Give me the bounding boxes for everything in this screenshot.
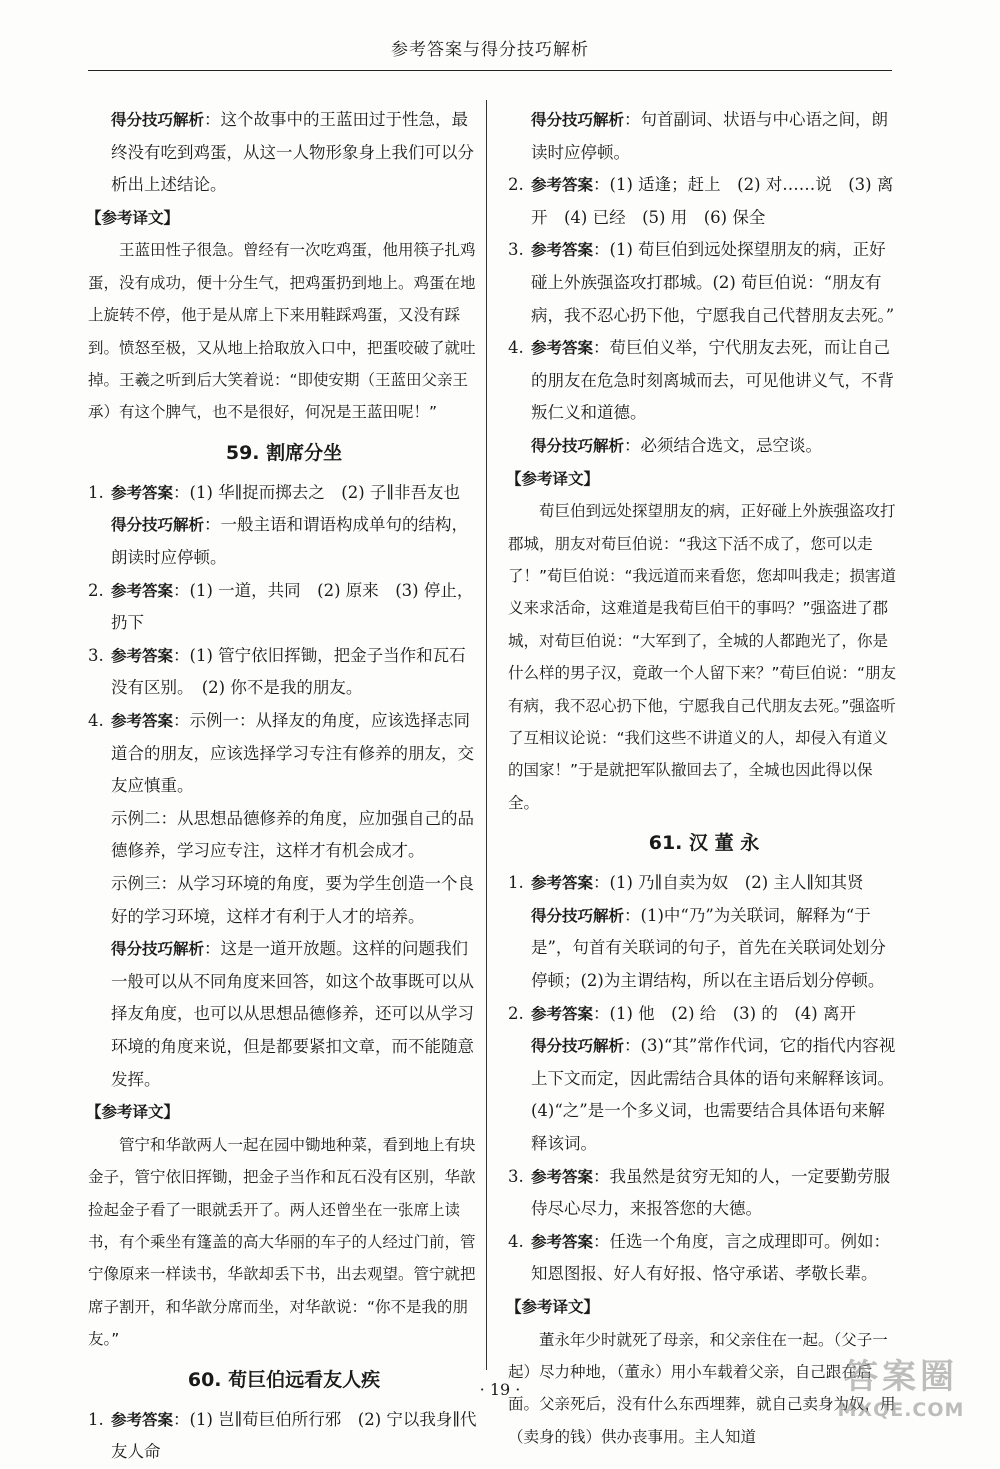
item-number: 1. [508,873,524,893]
answer-label: 参考答案 [531,1167,594,1186]
tip-label: 得分技巧解析 [111,516,205,535]
item-number: 3. [88,645,104,665]
item-number: 2. [508,1003,524,1023]
tip-paragraph [508,104,900,169]
translation-heading: 【参考译文】 [86,208,180,227]
answer-item [508,1226,900,1291]
answer-item [88,477,480,575]
answer-text: ：(1) 管宁依旧挥锄，把金子当作和瓦石没有区别。 (2) 你不是我的朋友。 [111,645,466,698]
translation-heading: 【参考译文】 [506,469,600,488]
answer-item [88,705,480,1096]
answer-label: 参考答案 [531,874,594,893]
answer-text: ：(1) 荀巨伯到远处探望朋友的病，正好碰上外族强盗攻打郡城。(2) 荀巨伯说：“朋友有病，我不忍心扔下他，宁愿我自己代替朋友去死。” [531,240,895,325]
watermark-logo [816,1356,986,1430]
header-title: 参考答案与得分技巧解析 [391,40,589,60]
item-number: 4. [88,710,104,730]
answer-text: ：荀巨伯义举，宁代朋友去死，而让自己的朋友在危急时刻离城而去，可见他讲义气，不背叛仁义和道德。 [531,338,894,423]
answer-label: 参考答案 [111,581,174,600]
tip-text: ：这是一道开放题。这样的问题我们一般可以从不同角度来回答，如这个故事既可以从择友角度，也可以从思想品德修养，还可以从学习环境的角度来说，但是都要紧扣文章，而不能随意发挥。 [111,939,474,1089]
tip-label: 得分技巧解析 [531,1037,625,1056]
item-number: 1. [88,482,104,502]
translation-text: 董永年少时就死了母亲，和父亲住在一起。（父子一起）尽力种地，（董永）用小车载着父亲，自己跟在后面。父亲死后，没有什么东西埋葬，就自己卖身为奴，用（卖身的钱）供办丧事用。主人知道 [508,1330,896,1446]
item-number: 2. [508,175,524,195]
tip-label: 得分技巧解析 [531,906,625,925]
column-divider [486,100,487,1370]
tip-text: ：必须结合选文，忌空谈。 [624,435,823,455]
tip-label: 得分技巧解析 [111,940,205,959]
example-text: 示例二：从思想品德修养的角度，应加强自己的品德修养，学习应专注，这样才有机会成才。 [111,808,474,861]
answer-text: ：(1) 岂∥荀巨伯所行邪 (2) 宁以我身∥代友人命 [111,1409,477,1462]
watermark-url: MXQE.COM [837,1399,965,1421]
tip-label: 得分技巧解析 [531,436,625,455]
answer-text: ：(1) 他 (2) 给 (3) 的 (4) 离开 [593,1003,856,1023]
translation-heading: 【参考译文】 [506,1297,600,1316]
answer-text: ：(1) 适逢；赶上 (2) 对……说 (3) 离开 (4) 已经 (5) 用 (6) 保全 [531,175,894,227]
answer-item [508,867,900,997]
tip-text: ：一般主语和谓语构成单句的结构，朗读时应停顿。 [111,515,469,567]
item-number: 4. [508,1231,524,1251]
tip-text: ：(3)“其”常作代词，它的指代内容视上下文而定，因此需结合具体的语句来解释该词。(4)“之”是一个多义词，也需要结合具体语句来解释该词。 [531,1036,896,1153]
tip-label: 得分技巧解析 [111,111,205,129]
answer-label: 参考答案 [531,339,594,358]
translation-text: 管宁和华歆两人一起在园中锄地种菜，看到地上有块金子，管宁依旧挥锄，把金子当作和瓦石没有区别，华歆捡起金子看了一眼就丢开了。两人还曾坐在一张席上读书，有个乘坐有篷盖的高大华丽的车子的人经过门前，管宁像原来一样读书，华歆却丢下书，出去观望。管宁就把席子割开，和华歆分席而坐，对华歆说：“你不是我的朋友。” [88,1135,476,1349]
answer-item [508,234,900,332]
item-number: 2. [88,580,104,600]
right-column [508,104,900,1453]
section-title-59: 59. 割席分坐 [225,441,343,464]
answer-text: ：(1) 一道，共同 (2) 原来 (3) 停止，扔下 [111,580,474,633]
tip-label: 得分技巧解析 [531,111,625,129]
answer-label: 参考答案 [531,241,594,260]
answer-text: ：(1) 华∥捉而掷去之 (2) 子∥非吾友也 [173,482,460,502]
answer-label: 参考答案 [531,1232,594,1251]
answer-item [508,1161,900,1226]
answer-item [508,998,900,1161]
answer-label: 参考答案 [111,646,174,665]
answer-text: ：示例一：从择友的角度，应该选择志同道合的朋友，应该选择学习专注有修养的朋友，交友应慎重。 [111,710,474,796]
watermark-text: 答案圈 [844,1357,958,1397]
answer-item [88,640,480,705]
answer-text: ：任选一个角度，言之成理即可。例如：知恩图报、好人有好报、恪守承诺、孝敬长辈。 [531,1231,891,1284]
translation-heading: 【参考译文】 [86,1103,180,1122]
page-number: · 19 · [479,1380,521,1399]
tip-paragraph [88,104,480,202]
page-header [88,30,892,71]
item-number: 3. [508,1166,524,1186]
answer-label: 参考答案 [531,1004,594,1023]
left-column [88,104,480,1469]
answer-item [508,332,900,462]
tip-text: ：句首副词、状语与中心语之间，朗读时应停顿。 [531,110,889,162]
answer-label: 参考答案 [111,711,174,730]
answer-label: 参考答案 [531,176,594,195]
answer-item [88,1404,480,1469]
answer-text: ：我虽然是贫穷无知的人，一定要勤劳服侍尽心尽力，来报答您的大德。 [531,1166,891,1219]
answer-text: ：(1) 乃∥自卖为奴 (2) 主人∥知其贤 [593,873,864,893]
answer-label: 参考答案 [111,1410,174,1429]
item-number: 3. [508,240,524,260]
section-title-60: 60. 荀巨伯远看友人疾 [187,1368,381,1391]
item-number: 1. [88,1409,104,1429]
answer-label: 参考答案 [111,483,174,502]
example-text: 示例三：从学习环境的角度，要为学生创造一个良好的学习环境，这样才有利于人才的培养。 [111,873,474,926]
answer-item [88,575,480,640]
translation-text: 王蓝田性子很急。曾经有一次吃鸡蛋，他用筷子扎鸡蛋，没有成功，便十分生气，把鸡蛋扔到地上。鸡蛋在地上旋转不停，他于是从席上下来用鞋踩鸡蛋，又没有踩到。愤怒至极，又从地上拾取放入口中，把蛋咬破了就吐掉。王羲之听到后大笑着说：“即使安期（王蓝田父亲王承）有这个脾气，也不是很好，何况是王蓝田呢！” [88,241,476,422]
tip-text: ：(1)中“乃”为关联词，解释为“于是”，句首有关联词的句子，首先在关联词处划分停顿；(2)为主谓结构，所以在主语后划分停顿。 [531,905,886,990]
answer-item [508,169,900,234]
translation-text: 荀巨伯到远处探望朋友的病，正好碰上外族强盗攻打郡城，朋友对荀巨伯说：“我这下活不成了，您可以走了！”荀巨伯说：“我远道而来看您，您却叫我走；损害道义来求活命，这难道是我荀巨伯干的事吗？”强盗进了郡城，对荀巨伯说：“大军到了，全城的人都跑光了，你是什么样的男子汉，竟敢一个人留下来？”荀巨伯说：“朋友有病，我不忍心扔下他，宁愿我自己代朋友去死。”强盗听了互相议论说：“我们这些不讲道义的人，却侵入有道义的国家！”于是就把军队撤回去了，全城也因此得以保全。 [508,502,897,812]
item-number: 4. [508,338,524,358]
tip-text: ：这个故事中的王蓝田过于性急，最终没有吃到鸡蛋，从这一人物形象身上我们可以分析出上述结论。 [111,110,474,195]
section-title-61: 61. 汉 董 永 [648,832,760,855]
